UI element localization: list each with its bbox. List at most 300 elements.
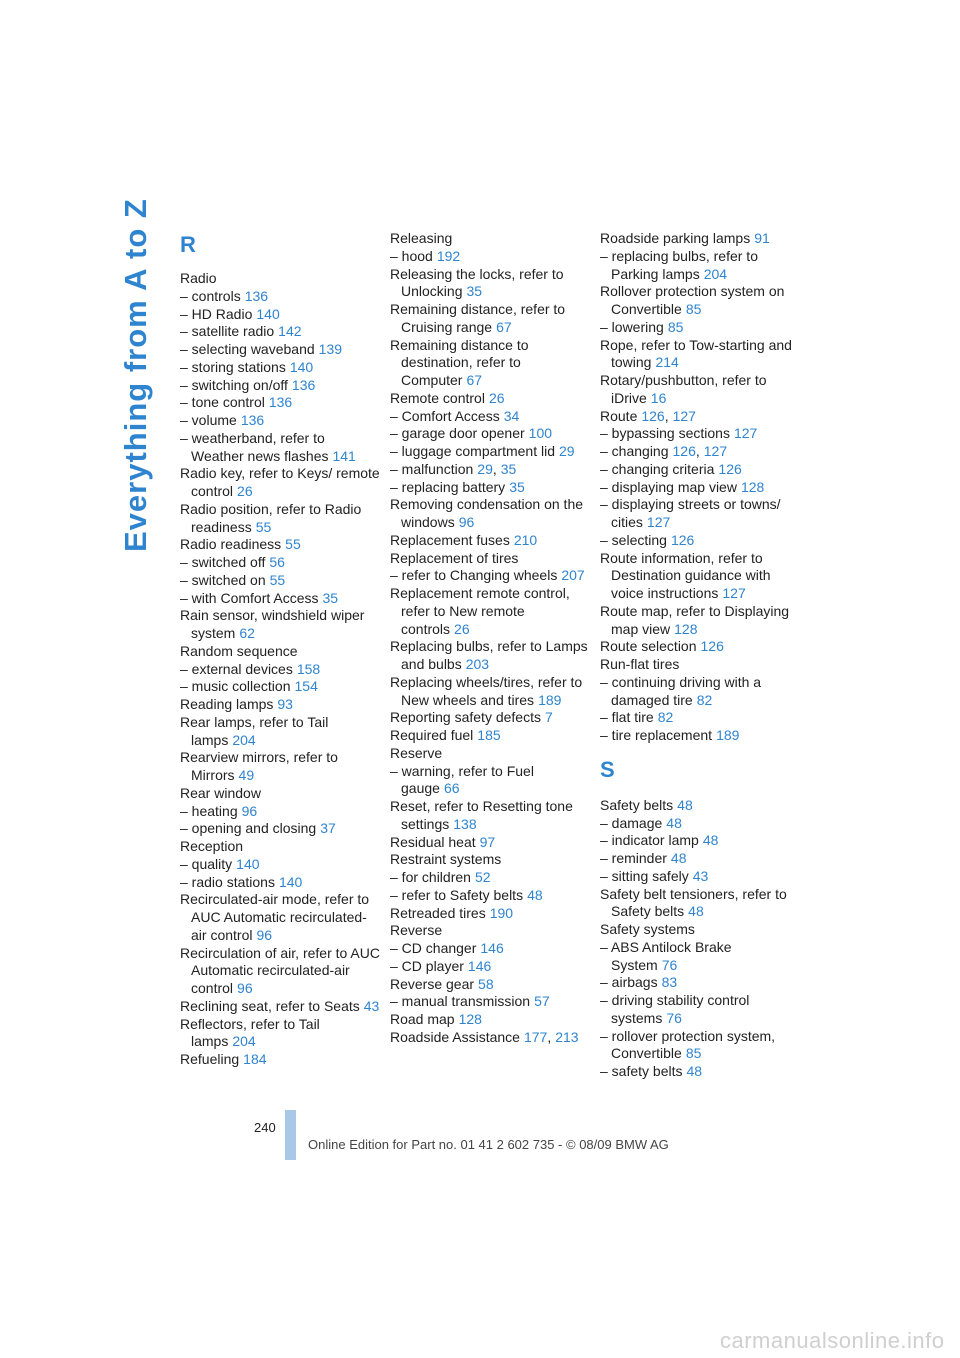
index-entry — [600, 443, 796, 461]
page-ref-link[interactable]: 158 — [296, 660, 321, 677]
index-entry — [600, 992, 796, 1028]
index-term: – volume — [180, 412, 237, 428]
index-term: – refer to Changing wheels — [390, 567, 558, 584]
index-term: – heating — [180, 802, 238, 819]
page-ref-link[interactable]: 62 — [239, 625, 255, 641]
page-ref-link[interactable]: 177 — [523, 1028, 548, 1045]
page-ref-link[interactable]: 29 — [477, 460, 493, 477]
index-entry — [390, 869, 590, 887]
page-number: 240 — [254, 1120, 276, 1135]
index-term: – sitting safely — [600, 867, 689, 884]
page-ref-link[interactable]: 126 — [670, 531, 695, 548]
page-ref-link[interactable]: 85 — [685, 301, 702, 317]
index-entry — [180, 501, 380, 537]
index-term: Reset, refer to Resetting tone settings — [390, 798, 573, 832]
index-entry — [180, 874, 380, 892]
page-ref-link[interactable]: 136 — [268, 394, 293, 411]
page-ref-link[interactable]: 140 — [256, 305, 280, 322]
page-ref-link[interactable]: 34 — [503, 407, 520, 424]
index-term: – displaying map view — [600, 478, 737, 495]
page-ref-link[interactable]: 136 — [244, 287, 269, 304]
page-ref-link[interactable]: 96 — [241, 802, 258, 819]
page-ref-link[interactable]: 48 — [677, 796, 693, 813]
index-entry — [600, 372, 796, 408]
index-entry — [180, 607, 380, 643]
index-entry — [180, 696, 380, 714]
index-entry — [390, 922, 590, 940]
index-term: Safety belt tensioners, refer to Safety belts — [600, 885, 787, 920]
index-term: – switched on — [180, 571, 266, 588]
index-entry — [600, 727, 796, 745]
page-ref-link[interactable]: 146 — [480, 940, 504, 956]
page-ref-link[interactable]: 204 — [703, 265, 728, 282]
index-entry — [390, 479, 590, 497]
index-term: Releasing the locks, refer to Unlocking — [390, 265, 564, 300]
index-entry — [600, 886, 796, 922]
index-entry — [180, 714, 380, 750]
index-column-3 — [600, 230, 796, 1081]
page-ref-link[interactable]: 128 — [674, 620, 698, 637]
index-entry — [600, 797, 796, 815]
index-term: – refer to Safety belts — [390, 886, 524, 903]
page-ref-link[interactable]: 213 — [555, 1028, 579, 1045]
index-term: Reserve — [390, 744, 443, 761]
section-letter: R — [180, 232, 196, 257]
page-ref-link[interactable]: 139 — [318, 341, 343, 357]
index-term: – replacing bulbs, refer to Parking lamps — [600, 247, 758, 282]
index-entry — [600, 230, 796, 248]
ref-separator: , — [492, 460, 497, 477]
index-entry — [600, 921, 796, 939]
index-term: – damage — [600, 814, 663, 831]
index-entry — [180, 288, 380, 306]
page-ref-link[interactable]: 55 — [255, 518, 272, 535]
index-entry — [390, 727, 590, 745]
page-ref-link[interactable]: 184 — [243, 1051, 267, 1067]
index-entry — [600, 709, 796, 727]
page-ref-link[interactable]: 26 — [488, 389, 505, 406]
index-entry — [180, 1016, 380, 1052]
index-term: Route — [600, 407, 638, 424]
page-ref-link[interactable]: 35 — [466, 283, 483, 300]
index-entry — [390, 993, 590, 1011]
index-term: Replacement fuses — [390, 531, 510, 548]
page-ref-link[interactable]: 127 — [733, 425, 758, 442]
index-term: Recirculation of air, refer to AUC Automatic recirculated-air control — [180, 944, 380, 996]
page-ref-link[interactable]: 35 — [509, 478, 525, 495]
index-term: Restraint systems — [390, 851, 502, 868]
page-ref-link[interactable]: 26 — [454, 620, 470, 637]
index-entry — [600, 425, 796, 443]
index-entry — [180, 838, 380, 856]
page-ref-link[interactable]: 189 — [716, 727, 740, 743]
index-term: – opening and closing — [180, 820, 317, 837]
index-term: Reception — [180, 838, 244, 854]
index-entry — [180, 678, 380, 696]
index-entry — [390, 1029, 590, 1047]
index-term: Replacing bulbs, refer to Lamps and bulbs — [390, 638, 588, 672]
index-entry — [180, 394, 380, 412]
index-term: – manual transmission — [390, 993, 531, 1010]
index-entry — [600, 1028, 796, 1064]
index-entry — [390, 532, 590, 550]
index-entry — [600, 674, 796, 710]
page-ref-link[interactable]: 192 — [436, 247, 461, 264]
index-entry — [390, 834, 590, 852]
index-entry — [180, 341, 380, 359]
page-ref-link[interactable]: 49 — [238, 767, 255, 783]
index-term: Replacement remote control, refer to New remote controls — [390, 585, 570, 637]
page-ref-link[interactable]: 43 — [363, 997, 380, 1014]
index-entry — [180, 554, 380, 572]
index-term: Road map — [390, 1011, 455, 1027]
index-term: Residual heat — [390, 833, 476, 850]
page-ref-link[interactable]: 127 — [672, 407, 696, 424]
index-term: – controls — [180, 287, 241, 304]
index-term: – satellite radio — [180, 323, 275, 340]
index-term: – tire replacement — [600, 727, 713, 743]
page-ref-link[interactable]: 140 — [278, 873, 303, 890]
page-ref-link[interactable]: 48 — [702, 832, 719, 849]
index-entry — [390, 745, 590, 763]
index-column-2 — [390, 230, 590, 1047]
page-ref-link[interactable]: 58 — [478, 975, 494, 992]
index-entry — [390, 851, 590, 869]
index-term: – quality — [180, 855, 233, 872]
index-term: – switching on/off — [180, 376, 288, 393]
index-term: Rearview mirrors, refer to Mirrors — [180, 749, 338, 783]
index-term: Reverse — [390, 922, 443, 939]
index-term: – ABS Antilock Brake System — [600, 938, 732, 973]
index-entry — [180, 1051, 380, 1069]
page-ref-link[interactable]: 136 — [291, 376, 316, 393]
index-term: – airbags — [600, 974, 658, 991]
index-term: – displaying streets or towns/ cities — [600, 496, 781, 530]
index-term: – selecting — [600, 531, 667, 548]
index-term: – storing stations — [180, 358, 286, 375]
index-entry — [180, 465, 380, 501]
index-entry — [390, 585, 590, 638]
index-term: Reporting safety defects — [390, 709, 541, 726]
page-ref-link[interactable]: 141 — [332, 447, 356, 464]
index-term: – tone control — [180, 394, 265, 411]
index-entry — [180, 323, 380, 341]
page-ref-link[interactable]: 85 — [667, 318, 684, 335]
index-entry — [600, 1063, 796, 1081]
index-entry — [600, 461, 796, 479]
index-term: – warning, refer to Fuel gauge — [390, 762, 534, 797]
index-term: Required fuel — [390, 727, 474, 743]
page-ref-link[interactable]: 83 — [661, 974, 678, 991]
index-entry — [180, 412, 380, 430]
page-ref-link[interactable]: 127 — [703, 443, 728, 459]
page-ref-link[interactable]: 204 — [232, 731, 256, 748]
page-ref-link[interactable]: 57 — [534, 993, 550, 1010]
index-term: – driving stability control systems — [600, 992, 750, 1026]
index-entry — [390, 266, 590, 302]
page-ref-link[interactable]: 97 — [479, 833, 496, 850]
index-term: Radio — [180, 270, 217, 286]
index-term: – CD player — [390, 957, 464, 974]
page-ref-link[interactable]: 82 — [696, 691, 713, 708]
page-ref-link[interactable]: 26 — [237, 483, 253, 499]
index-entry — [390, 390, 590, 408]
index-term: Run-flat tires — [600, 656, 680, 672]
index-term: Remote control — [390, 389, 485, 406]
page-ref-link[interactable]: 48 — [688, 903, 704, 920]
index-entry — [180, 998, 380, 1016]
index-entry — [180, 359, 380, 377]
index-term: – CD changer — [390, 940, 477, 956]
index-entry — [600, 319, 796, 337]
page-ref-link[interactable]: 140 — [289, 358, 314, 375]
page-ref-link[interactable]: 96 — [458, 514, 475, 530]
page-ref-link[interactable]: 189 — [538, 691, 562, 708]
page-ref-link[interactable]: 185 — [477, 727, 501, 743]
index-term: – for children — [390, 869, 471, 885]
index-entry — [390, 550, 590, 568]
ref-separator: , — [547, 1028, 552, 1045]
index-entry — [180, 803, 380, 821]
index-entry — [390, 1011, 590, 1029]
index-entry — [180, 270, 380, 288]
page-ref-link[interactable]: 204 — [232, 1033, 256, 1050]
index-entry — [390, 763, 590, 799]
index-term: Rear lamps, refer to Tail lamps — [180, 713, 329, 748]
index-entry — [600, 868, 796, 886]
index-term: – reminder — [600, 850, 667, 866]
index-term: Rear window — [180, 784, 261, 801]
page-ref-link[interactable]: 48 — [666, 814, 682, 831]
page-ref-link[interactable]: 48 — [527, 886, 543, 903]
index-entry — [390, 461, 590, 479]
index-term: Reflectors, refer to Tail lamps — [180, 1015, 320, 1050]
index-entry — [180, 306, 380, 324]
index-entry — [180, 891, 380, 944]
page-ref-link[interactable]: 7 — [544, 709, 553, 726]
page-ref-link[interactable]: 154 — [294, 678, 318, 695]
index-entry — [180, 536, 380, 554]
page-ref-link[interactable]: 203 — [465, 656, 490, 672]
index-term: Removing condensation on the windows — [390, 496, 584, 530]
page-ref-link[interactable]: 35 — [322, 589, 339, 606]
page-ref-link[interactable]: 76 — [666, 1009, 682, 1026]
index-term: Roadside parking lamps — [600, 230, 751, 246]
index-entry — [600, 532, 796, 550]
page-ref-link[interactable]: 35 — [500, 460, 517, 477]
watermark: carmanualsonline.info — [720, 1328, 945, 1353]
page-ref-link[interactable]: 48 — [670, 850, 687, 866]
index-term: – with Comfort Access — [180, 589, 319, 606]
index-term: Rope, refer to Tow-starting and towing — [600, 336, 792, 371]
index-entry — [600, 496, 796, 532]
ref-separator: , — [664, 407, 669, 424]
page-ref-link[interactable]: 127 — [722, 585, 746, 601]
index-term: – indicator lamp — [600, 832, 699, 849]
page-ref-link[interactable]: 128 — [458, 1011, 482, 1027]
page-ref-link[interactable]: 207 — [561, 567, 585, 584]
index-entry — [390, 337, 590, 390]
page-ref-link[interactable]: 190 — [489, 904, 514, 921]
page-ref-link[interactable]: 126 — [700, 638, 724, 655]
index-term: Radio readiness — [180, 536, 282, 553]
page-ref-link[interactable]: 96 — [256, 926, 273, 943]
index-entry — [390, 496, 590, 532]
index-term: Rain sensor, windshield wiper system — [180, 607, 365, 641]
page-ref-link[interactable]: 56 — [269, 554, 285, 570]
index-term: Replacement of tires — [390, 549, 519, 566]
page-ref-link[interactable]: 55 — [285, 536, 301, 553]
index-entry — [600, 638, 796, 656]
footer-accent-bar — [285, 1110, 296, 1160]
footer-edition-text: Online Edition for Part no. 01 41 2 602 735 - © 08/09 BMW AG — [308, 1137, 669, 1152]
page-ref-link[interactable]: 128 — [740, 478, 765, 495]
index-term: – bypassing sections — [600, 425, 730, 442]
page-ref-link[interactable]: 127 — [646, 514, 671, 530]
index-term: Radio key, refer to Keys/ remote control — [180, 465, 380, 499]
index-term: – music collection — [180, 678, 291, 695]
page-ref-link[interactable]: 140 — [236, 855, 260, 872]
index-term: Route information, refer to Destination guidance with voice instructions — [600, 549, 771, 601]
index-term: Reclining seat, refer to Seats — [180, 997, 360, 1014]
index-term: – hood — [390, 247, 433, 264]
section-letter: S — [600, 756, 615, 782]
page-ref-link[interactable]: 29 — [559, 443, 575, 459]
index-term: – Comfort Access — [390, 407, 500, 424]
index-term: Rotary/pushbutton, refer to iDrive — [600, 372, 767, 406]
index-entry — [600, 850, 796, 868]
page-ref-link[interactable]: 136 — [240, 412, 265, 428]
page-ref-link[interactable]: 37 — [320, 820, 336, 837]
page-ref-link[interactable]: 67 — [496, 318, 512, 335]
index-term: Remaining distance, refer to Cruising range — [390, 301, 566, 335]
index-term: – luggage compartment lid — [390, 443, 555, 459]
index-entry — [600, 815, 796, 833]
index-entry — [390, 443, 590, 461]
page-ref-link[interactable]: 214 — [655, 354, 679, 371]
page-ref-link[interactable]: 85 — [685, 1045, 702, 1062]
index-term: Refueling — [180, 1051, 240, 1067]
index-term: – radio stations — [180, 873, 275, 890]
index-entry — [390, 709, 590, 727]
index-term: Radio position, refer to Radio readiness — [180, 500, 362, 535]
index-entry — [600, 939, 796, 975]
index-entry — [390, 940, 590, 958]
index-entry — [390, 798, 590, 834]
index-entry — [390, 230, 590, 248]
index-entry — [600, 283, 796, 319]
index-entry — [180, 377, 380, 395]
index-entry — [390, 408, 590, 426]
index-entry — [180, 661, 380, 679]
page-ref-link[interactable]: 96 — [237, 980, 253, 996]
index-term: Remaining distance to destination, refer to Computer — [390, 336, 529, 388]
index-term: – selecting waveband — [180, 341, 315, 357]
index-entry — [180, 749, 380, 785]
page-ref-link[interactable]: 126 — [718, 460, 742, 477]
page-ref-link[interactable]: 91 — [754, 230, 770, 246]
index-term: Releasing — [390, 230, 453, 246]
index-entry — [180, 785, 380, 803]
page-ref-link[interactable]: 43 — [692, 867, 709, 884]
index-entry — [390, 674, 590, 710]
page-ref-link[interactable]: 16 — [650, 389, 667, 406]
index-term: – flat tire — [600, 709, 654, 726]
page-ref-link[interactable]: 52 — [474, 869, 491, 885]
index-term: Recirculated-air mode, refer to AUC Automatic recirculated-air control — [180, 891, 370, 943]
index-term: Route map, refer to Displaying map view — [600, 602, 790, 637]
index-entry — [600, 550, 796, 603]
index-entry — [600, 408, 796, 426]
index-entry — [390, 887, 590, 905]
index-term: – continuing driving with a damaged tire — [600, 673, 762, 708]
index-term: Retreaded tires — [390, 904, 486, 921]
index-entry — [180, 820, 380, 838]
index-entry — [390, 567, 590, 585]
index-term: – external devices — [180, 660, 293, 677]
page-ref-link[interactable]: 66 — [443, 780, 460, 797]
index-entry — [180, 590, 380, 608]
index-entry — [600, 337, 796, 373]
index-entry — [180, 643, 380, 661]
index-term: – weatherband, refer to Weather news flashes — [180, 429, 329, 464]
page-ref-link[interactable]: 210 — [513, 531, 538, 548]
index-term: – replacing battery — [390, 478, 506, 495]
index-entry — [180, 430, 380, 466]
index-term: – lowering — [600, 318, 664, 335]
page-ref-link[interactable]: 142 — [278, 323, 302, 340]
index-entry — [600, 656, 796, 674]
index-term: – garage door opener — [390, 425, 525, 442]
side-title: Everything from A to Z — [118, 198, 153, 552]
index-term: Reading lamps — [180, 696, 274, 712]
page-ref-link[interactable]: 146 — [467, 957, 492, 974]
index-entry — [390, 638, 590, 674]
index-entry — [600, 603, 796, 639]
page-ref-link[interactable]: 138 — [453, 815, 477, 832]
page-ref-link[interactable]: 82 — [657, 709, 674, 726]
index-entry — [390, 301, 590, 337]
index-term: – changing — [600, 443, 669, 459]
page-ref-link[interactable]: 48 — [686, 1063, 703, 1079]
index-entry — [390, 958, 590, 976]
index-term: Roadside Assistance — [390, 1028, 520, 1045]
page-ref-link[interactable]: 67 — [466, 372, 483, 388]
index-entry — [600, 479, 796, 497]
page-ref-link[interactable]: 126 — [672, 443, 696, 459]
page-ref-link[interactable]: 100 — [528, 425, 553, 442]
index-entry — [390, 425, 590, 443]
index-entry — [600, 832, 796, 850]
index-entry — [600, 248, 796, 284]
index-entry — [600, 974, 796, 992]
ref-separator: , — [695, 443, 700, 459]
index-term: Safety belts — [600, 796, 674, 813]
index-term: Random sequence — [180, 642, 298, 659]
index-entry — [180, 572, 380, 590]
index-term: – changing criteria — [600, 460, 715, 477]
index-entry — [180, 945, 380, 998]
page-ref-link[interactable]: 55 — [269, 571, 286, 588]
index-term: Rollover protection system on Convertible — [600, 283, 785, 317]
index-entry — [180, 856, 380, 874]
index-entry — [390, 976, 590, 994]
page-ref-link[interactable]: 93 — [277, 696, 293, 712]
index-term: Reverse gear — [390, 975, 475, 992]
page-ref-link[interactable]: 76 — [661, 956, 678, 973]
index-term: – switched off — [180, 554, 266, 570]
page-ref-link[interactable]: 126 — [641, 407, 665, 424]
